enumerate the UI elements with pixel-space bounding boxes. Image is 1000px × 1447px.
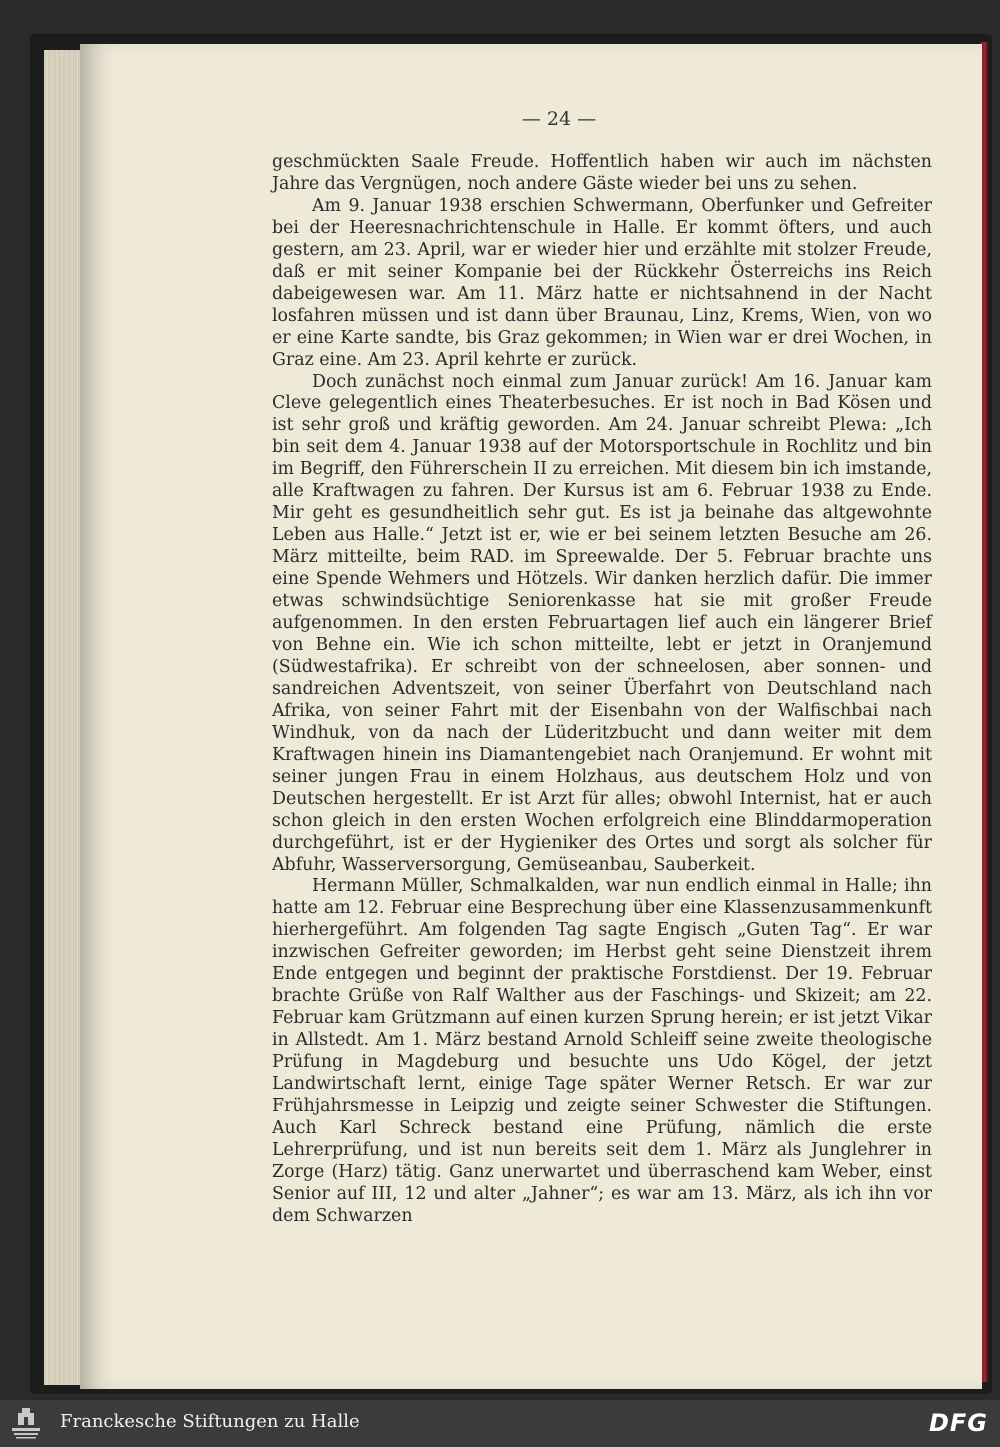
page-stack-edge	[44, 50, 84, 1385]
viewer-footer	[0, 1400, 1000, 1447]
paragraph: Doch zunächst noch einmal zum Januar zurück! Am 16. Januar kam Cleve gelegentlich eines Theaterbesuches. Er ist noch in Bad Kösen und ist sehr groß und kräftig geworden. Am 24. Januar schreibt Plewa: „Ich bin seit dem 4. Januar 1938 auf der Motorsportschule in Rochlitz und bin im Begriff, den Führerschein II zu erreichen. Mit diesem bin ich imstande, alle Kraftwagen zu fahren. Der Kursus ist am 6. Februar 1938 zu Ende. Mir geht es gesundheitlich sehr gut. Es ist ja beinahe das altgewohnte Leben aus Halle.“ Jetzt ist er, wie er bei seinem letzten Besuche am 26. März mitteilte, beim RAD. im Spreewalde. Der 5. Februar brachte uns eine Spende Wehmers und Hötzels. Wir danken herzlich dafür. Die immer etwas schwindsüchtige Seniorenkasse hat sie mit großer Freude aufgenommen. In den ersten Februartagen lief auch ein längerer Brief von Behne ein. Wie ich schon mitteilte, lebt er jetzt in Oranjemund (Südwestafrika). Er schreibt von der schneelosen, aber sonnen- und sandreichen Adventszeit, von seiner Überfahrt von Deutschland nach Afrika, von seiner Fahrt mit der Eisenbahn von der Walfischbai nach Windhuk, von da nach der Lüderitzbucht und dann weiter mit dem Kraftwagen hinein ins Diamantengebiet nach Oranjemund. Er wohnt mit seiner jungen Frau in einem Holzhaus, aus deutschem Holz und von Deutschen hergestellt. Er ist Arzt für alles; obwohl Internist, hat er auch schon gleich in den ersten Wochen erfolgreich eine Blinddarmoperation durchgeführt, ist er der Hygieniker des Ortes und sorgt als solcher für Abfuhr, Wasserversorgung, Gemüseanbau, Sauberkeit.	[272, 371, 932, 875]
paragraph: geschmückten Saale Freude. Hoffentlich haben wir auch im nächsten Jahre das Vergnügen, noch andere Gäste wieder bei uns zu sehen.	[272, 152, 932, 194]
paragraph: Hermann Müller, Schmalkalden, war nun endlich einmal in Halle; ihn hatte am 12. Februar eine Besprechung über eine Klassenzusammenkunft hierhergeführt. Am folgenden Tag sagte Engisch „Guten Tag“. Er war inzwischen Gefreiter geworden; im Herbst geht seine Dienstzeit ihrem Ende entgegen und beginnt der praktische Forstdienst. Der 19. Februar brachte Grüße von Ralf Walther aus der Faschings- und Skizeit; am 22. Februar kam Grützmann auf einen kurzen Sprung herein; er ist jetzt Vikar in Allstedt. Am 1. März bestand Arnold Schleiff seine zweite theologische Prüfung in Magdeburg und besuchte uns Udo Kögel, der jetzt Landwirtschaft lernt, einige Tage später Werner Retsch. Er war zur Frühjahrsmesse in Leipzig und zeigte seiner Schwester die Stiftungen. Auch Karl Schreck bestand eine Prüfung, nämlich die erste Lehrerprüfung, und ist nun bereits seit dem 1. März als Junglehrer in Zorge (Harz) tätig. Ganz unerwartet und überraschend kam Weber, einst Senior auf III, 12 und alter „Jahner“; es war am 13. März, als ich ihn vor dem Schwarzen	[272, 876, 932, 1226]
institution-name: Franckesche Stiftungen zu Halle	[60, 1411, 360, 1432]
body-text	[272, 152, 932, 1228]
page-number: — 24 —	[521, 108, 597, 130]
paragraph: Am 9. Januar 1938 erschien Schwermann, Oberfunker und Gefreiter bei der Heeresnachrichtenschule in Halle. Er kommt öfters, und auch gestern, am 23. April, war er wieder hier und erzählte mit stolzer Freude, daß er mit seiner Kompanie bei der Rückkehr Österreichs ins Reich dabeigewesen war. Am 11. März hatte er nichtsahnend in der Nacht losfahren müssen und ist dann über Braunau, Linz, Krems, Wien, von wo er eine Karte sandte, bis Graz gekommen; in Wien war er drei Wochen, in Graz eine. Am 23. April kehrte er zurück.	[272, 195, 932, 370]
dfg-logo: DFG	[928, 1409, 988, 1437]
book-page	[80, 44, 982, 1389]
institution-logo-icon	[8, 1406, 44, 1440]
